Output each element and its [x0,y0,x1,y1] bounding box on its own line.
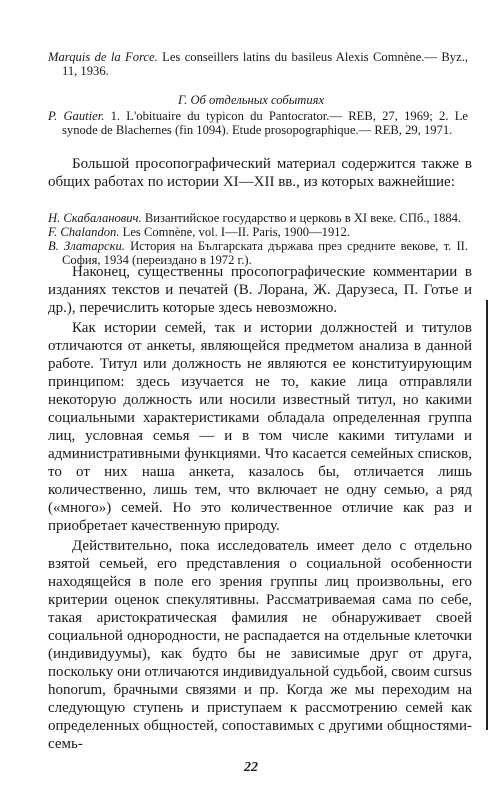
body-paragraph: Как истории семей, так и истории должностей и титулов отличаются от анкеты, являющейся предметом анализа в данной работе. Титул или должность не являются ее конституирующим принципом: здесь изучается не то, какие лица отправляли некоторую должность или носили известный титул, но какими социальными характеристиками обладала определенная группа лиц, условная семья — и в том числе какими титулами и административными функциями. Что касается семейных списков, то от них наша анкета, казалось бы, отличается лишь количественно, лишь тем, что включает не одну семью, а ряд («много») семей. Но это количественное отличие как раз и приобретает качественную природу. [48,320,472,534]
reference-author: Marquis de la Force. [48,50,158,64]
reference-author: В. Златарски. [48,239,125,253]
body-paragraph: Наконец, существенны просопографические комментарии в изданиях текстов и печатей (В. Лорана, Ж. Дарузеса, П. Готье и др.), перечислить которые здесь невозможно. [48,264,472,316]
intro-paragraph-block [48,155,472,191]
intro-paragraph: Большой просопографический материал содержится также в общих работах по истории XI—XII вв., из которых важнейшие: [48,156,472,190]
reference-text: Les conseillers latins du basileus Alexis Comnène.— Byz., 11, 1936. [62,50,468,78]
reference-list-general [48,211,468,267]
reference-author: F. Chalandon. [48,225,120,239]
page-number: 22 [244,760,258,775]
reference-text: История на Българската държава през средните векове, т. II. София, 1934 (переиздано в 1972 г.). [62,239,468,267]
reference-entry [48,211,468,225]
reference-author: Н. Скабаланович. [48,211,142,225]
reference-list-events [48,109,468,137]
body-paragraph: Действительно, пока исследователь имеет дело с отдельно взятой семьей, его представления о социальной особенности находящейся в поле его зрения группы лиц произвольны, его критерии оценок спекулятивны. Рассматриваемая сама по себе, такая аристократическая фамилия не обнаруживает своей социальной однородности, не распадается на отдельные клеточки (индивидуумы), как будто бы не зависимые друг от друга, поскольку они отличаются индивидуальной судьбой, своим cursus honorum, брачными связями и пр. Когда же мы переходим на следующую ступень и приступаем к рассмотрению семей как определенных общностей, сопоставимых с другими общностями-семь- [48,538,472,752]
page-edge-mark [486,300,488,730]
reference-entry [48,225,468,239]
reference-text: Византийское государство и церковь в XI веке. СПб., 1884. [141,211,462,225]
reference-list-top [48,50,468,78]
main-text [48,263,472,753]
reference-entry [48,109,468,137]
reference-author: P. Gautier. [48,109,105,123]
reference-text: 1. L'obituaire du typicon du Pantocrator.— REB, 27, 1969; 2. Le synode de Blachernes (fin 1094). Etude prosopographique.— REB, 29, 1971. [62,109,468,137]
reference-entry [48,50,468,78]
section-subheading: Г. Об отдельных событиях [177,93,325,107]
reference-text: Les Comnène, vol. I—II. Paris, 1900—1912. [119,225,351,239]
